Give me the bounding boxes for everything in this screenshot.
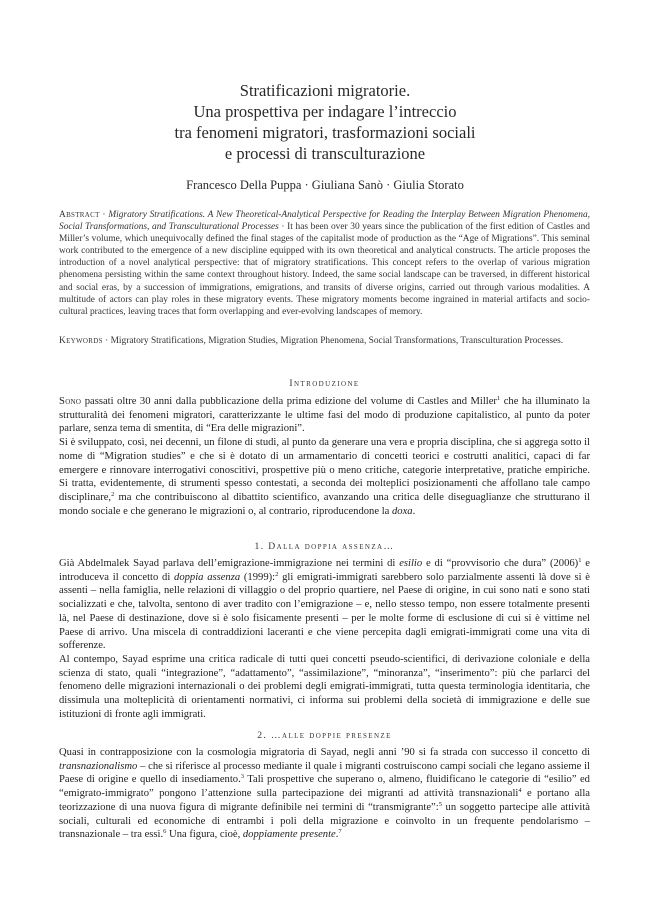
text-run: un soggetto partecipe alle attività sociali, culturali ed economiche di entrambi i poli della migrazione e coinvolto in un frequente pendolarismo – transnazionale – tra essi.: [59, 801, 590, 841]
text-run: Tali prospettive che superano o, almeno, fluidificano le categorie di “esilio” ed “emigrato-immigrato” pongono l’attenzione sulla partecipazione dei migranti ad attività transnazionali: [59, 774, 590, 800]
introduction-body: [59, 395, 590, 518]
footnote-ref: 4: [518, 787, 522, 795]
text-run: ma che contribuiscono al dibattito scientifico, avanzando una critica delle diseguaglianze che strutturano il mondo sociale e che generano le migrazioni o, al contrario, riproducendone la: [59, 491, 590, 517]
title-line-2: Una prospettiva per indagare l’intreccio: [193, 102, 457, 121]
section-heading-introduction: Introduzione: [289, 378, 360, 389]
footnote-ref: 5: [438, 800, 442, 808]
abstract-label: Abstract: [59, 210, 100, 220]
keywords-block: [59, 335, 590, 347]
footnote-ref: 2: [275, 570, 279, 578]
text-run: .: [412, 505, 416, 517]
article-title: [60, 80, 590, 164]
paragraph: Al contempo, Sayad esprime una critica radicale di tutti quei concetti pseudo-scientifici, di derivazione coloniale e della scienza di stato, quali “integrazione”, “adattamento”, “assimilazione”, “minoranza”, “inserimento”: più che parlarci del fenomeno delle migrazioni internazionali o dei problemi degli emigrati-immigrati, tutta questa terminologia identitaria, che dissimula una molteplicità di orientamenti normativi, ci informa sui problemi della società di immigrazione e delle sue istituzioni di fronte agli immigrati.: [59, 653, 590, 720]
text-run: – che si riferisce al processo mediante il quale i migranti costruiscono campi sociali che legano assieme il Paese di origine e quello di insediamento.: [59, 760, 590, 786]
keywords-label: Keywords: [59, 336, 103, 346]
dropcap-lead: Sono: [59, 396, 82, 407]
text-run: e introduceva il concetto di: [59, 558, 590, 583]
text-run: che ha illuminato la strutturalità dei fenomeni migratori, caratterizzante le ultime fasi del modo di produzione capitalistico, al punto da poter parlare, senza tema di smentita, di “Era delle migrazioni”.: [59, 396, 591, 435]
text-run: e di “provvisorio che dura” (2006): [422, 558, 579, 569]
text-run: Già Abdelmalek Sayad parlava dell’emigrazione-immigrazione nei termini di: [59, 558, 400, 569]
text-run: Si è sviluppato, così, nei decenni, un filone di studi, al punto da generare una vera e propria disciplina, che si aggrega sotto il nome di “Migration studies” e che si è dotato di un armamentario di concetti teorici e costrutti analitici, capaci di far emergere e rinnovare interrogativi conoscitivi, prospettive più o meno critiche, categorie interpretative, pratiche empiriche. Si tratta, evidentemente, di strumenti spesso contestati, a seconda dei molteplici posizionamenti che affollano tale campo disciplinare,: [59, 437, 590, 503]
abstract-block: [59, 209, 590, 318]
text-run: Una figura, cioè,: [166, 829, 243, 841]
footnote-ref: 3: [240, 773, 244, 781]
section-1-body: [59, 557, 590, 721]
text-run: .: [335, 829, 339, 841]
emphasis: doppiamente presente: [242, 829, 336, 841]
text-run: gli emigrati-immigrati sarebbero solo parzialmente assenti là dove si è assenti – nella famiglia, nelle relazioni di villaggio o del proprio quartiere, nel Paese di origine, in cui sono nati e sono stati socializzati e che, talvolta, sentono di aver tradito con l’emigrazione – e, nello stesso tempo, non essere totalmente presenti là, nel Paese di destinazione, dove si è solo fisicamente presenti – per le molte forme di esclusione di cui si è vittime nel Paese di arrivo. Una miscela di contraddizioni laceranti e che viene percepita dagli emigrati-immigrati come una vita di sofferenze.: [59, 571, 590, 652]
abstract-separator: ·: [99, 210, 109, 220]
footnote-ref: 1: [578, 557, 582, 564]
title-line-4: e processi di transculturazione: [224, 144, 426, 163]
footnote-ref: 6: [163, 828, 167, 836]
emphasis: doppia assenza: [174, 571, 241, 583]
footnote-ref: 2: [111, 490, 115, 498]
text-run: Quasi in contrapposizione con la cosmologia migratoria di Sayad, negli anni ’90 si fa strada con successo il concetto di: [59, 747, 590, 758]
footnote-ref: 1: [496, 395, 501, 402]
title-line-3: tra fenomeni migratori, trasformazioni sociali: [174, 123, 476, 142]
paragraph: [59, 436, 590, 518]
abstract-text: · It has been over 30 years since the publication of the first edition of Castles and Miller’s volume, which unequivocally defined the final stages of the capitalist mode of production as the “Age of Migrations”. This seminal work contributed to the emergence of a new discipline equipped with its own theoretical and analytical constructs. The article proposes the introduction of a novel analytical perspective: that of migratory stratifications. This concept refers to the overlap of various migration phenomena persisting within the same context throughout history. Indeed, the same social landscape can be traversed, in different historical and social eras, by a succession of immigrations, emigrations, and transits of diverse origins, carried out through various modalities. A multitude of actors can play roles in these migratory events. These migratory moments become ingrained in material artifacts and socio-cultural practices, leaving traces that form overlapping and ever-evolving landscapes of memory.: [59, 222, 590, 317]
text-run: passati oltre 30 anni dalla pubblicazione della prima edizione del volume di Castles and Miller: [81, 396, 497, 407]
author-list: Francesco Della Puppa · Giuliana Sanò · Giulia Storato: [186, 178, 464, 192]
text-run: (1999):: [240, 571, 276, 583]
paragraph: [59, 395, 590, 436]
section-2-body: [59, 746, 590, 842]
emphasis: transnazionalismo: [59, 760, 138, 772]
keywords-text: · Migratory Stratifications, Migration Studies, Migration Phenomena, Social Transformations, Transculturation Processes.: [102, 336, 564, 346]
section-heading-2: 2. …alle doppie presenze: [257, 730, 392, 741]
section-heading-1: 1. Dalla doppia assenza…: [254, 541, 395, 552]
paragraph: [59, 557, 590, 653]
abstract-english-title: Migratory Stratifications. A New Theoretical-Analytical Perspective for Reading the Interplay Between Migration Phenomena, Social Transformations, and Transculturational Processes: [59, 210, 590, 233]
emphasis: esilio: [399, 558, 423, 569]
paragraph: [59, 746, 590, 842]
footnote-ref: 7: [338, 828, 342, 836]
emphasis: doxa: [391, 505, 413, 517]
title-line-1: Stratificazioni migratorie.: [239, 81, 411, 100]
text-run: e portano alla teorizzazione di una nuova figura di migrante definibile nei termini di “transmigrante”:: [59, 788, 590, 813]
